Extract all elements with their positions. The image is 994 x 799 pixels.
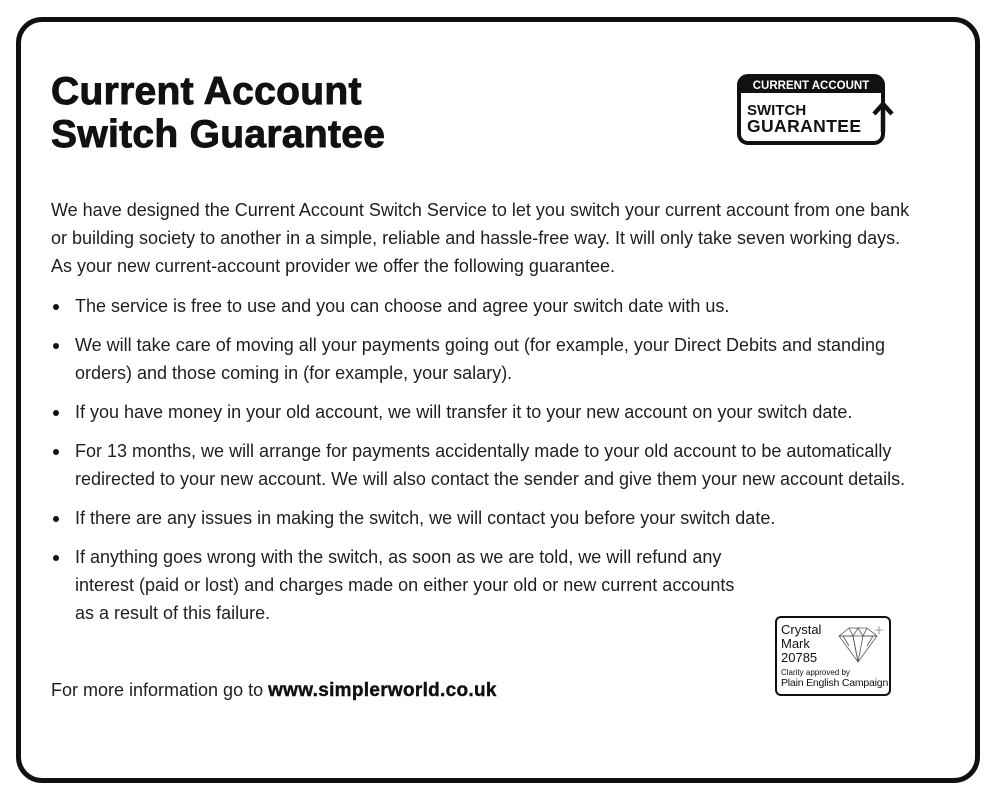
crystal-mark-campaign: Plain English Campaign — [781, 677, 889, 689]
more-info-line — [51, 676, 497, 705]
crystal-mark-line-2: Mark — [781, 636, 810, 651]
bullet-icon — [53, 555, 59, 561]
list-item-text: We will take care of moving all your payments going out (for example, your Direct Debits and standing orders) and those coming in (for example, your salary). — [75, 335, 886, 383]
website-link[interactable]: www.simplerworld.co.uk — [268, 680, 497, 701]
bullet-icon — [53, 343, 59, 349]
list-item — [51, 543, 755, 627]
logo-line-1: SWITCH — [747, 102, 807, 119]
bullet-icon — [53, 449, 59, 455]
crystal-mark-number: 20785 — [781, 650, 818, 665]
logo-top-text: CURRENT ACCOUNT — [752, 80, 870, 92]
bullet-icon — [53, 516, 59, 522]
crystal-mark-badge — [775, 616, 891, 696]
more-info-prefix: For more information go to — [51, 680, 269, 700]
list-item — [51, 331, 921, 387]
switch-guarantee-logo-graphic — [737, 74, 917, 148]
page-title — [51, 70, 385, 156]
crystal-mark-approved: Clarity approved by — [781, 668, 850, 677]
switch-guarantee-logo — [737, 74, 897, 148]
list-item — [51, 398, 921, 426]
guarantee-list — [51, 292, 921, 638]
crystal-mark-line-1: Crystal — [781, 622, 822, 637]
list-item-text: The service is free to use and you can choose and agree your switch date with us. — [75, 296, 730, 316]
bullet-icon — [53, 304, 59, 310]
list-item-text: If anything goes wrong with the switch, as soon as we are told, we will refund any interest (paid or lost) and charges made on either your old or new current accounts as a result of this failure. — [75, 547, 735, 623]
logo-line-2: GUARANTEE — [747, 116, 862, 136]
title-line-2: Switch Guarantee — [51, 113, 386, 156]
list-item — [51, 292, 921, 320]
list-item-text: If there are any issues in making the switch, we will contact you before your switch date. — [75, 508, 776, 528]
list-item — [51, 504, 921, 532]
list-item — [51, 437, 921, 493]
list-item-text: If you have money in your old account, we will transfer it to your new account on your switch date. — [75, 402, 853, 422]
title-line-1: Current Account — [51, 70, 362, 113]
bullet-icon — [53, 410, 59, 416]
intro-paragraph: We have designed the Current Account Switch Service to let you switch your current account from one bank or building society to another in a simple, reliable and hassle-free way. It will only take seven working days. As your new current-account provider we offer the following guarantee. — [51, 200, 910, 276]
list-item-text: For 13 months, we will arrange for payments accidentally made to your old account to be automatically redirected to your new account. We will also contact the sender and give them your new account details. — [75, 441, 906, 489]
crystal-gem-icon — [829, 624, 885, 666]
